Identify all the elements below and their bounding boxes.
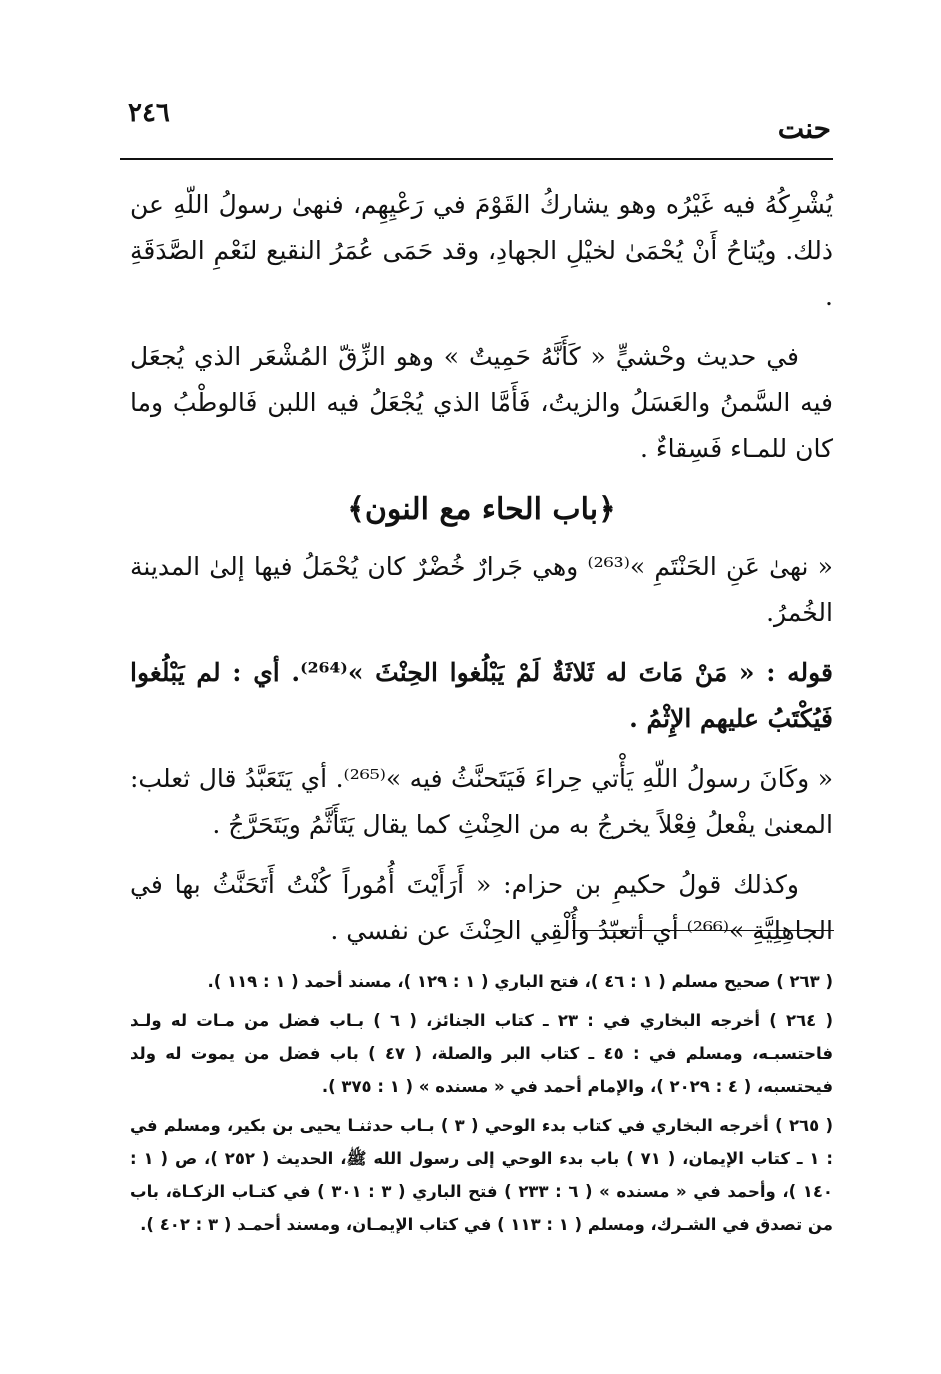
footnote: ( ٢٦٤ ) أخرجه البخاري في : ٢٣ ـ كتاب الجنائز، ( ٦ ) بـاب فضل من مـات له ولـد فاحتسبـه، ومسلم في : ٤٥ ـ كتاب البر والصلة، ( ٤٧ ) باب فضل من يموت له ولد فيحتسبه، ( ٤ : ٢٠٢٩ )، والإمام أحمد في « مسنده » ( ١ : ٣٧٥ ). <box>130 1011 834 1096</box>
footnote: ( ٢٦٣ ) صحيح مسلم ( ١ : ٤٦ )، فتح الباري ( ١ : ١٢٩ )، مسند أحمد ( ١ : ١١٩ ). <box>207 972 833 991</box>
paragraph: « نهىٰ عَنِ الحَنْتَمِ »⁽²⁶³⁾ وهي جَرارٌ خُضْرٌ كان يُحْمَلُ فيها إلىٰ المدينة الخُمرُ. <box>130 552 833 627</box>
paragraph: « وكَانَ رسولُ اللّهِ يَأْتي حِراءَ فَيَتَحنَّثُ فيه »⁽²⁶⁵⁾. أي يَتَعَبَّدُ قال ثعلب: المعنىٰ يفْعلُ فِعْلاً يخرجُ به من الحِنْثِ كما يقال يَتَأَثَّمُ ويَتَحَرَّجُ . <box>130 764 833 839</box>
footnote-rule <box>572 930 834 931</box>
running-head: حنت <box>777 112 831 145</box>
paragraph: يُشْرِكُهُ فيه غَيْرُه وهو يشاركُ القَوْمَ في رَعْيِهِم، فنهىٰ رسولُ اللّهِ عن ذلك. ويُتاحُ أَنْ يُحْمَىٰ لخيْلِ الجهادِ، وقد حَمَى عُمَرُ النقيع لنَعْمِ الصَّدَقَةِ . <box>130 190 833 311</box>
header-rule <box>120 158 833 160</box>
section-title: ﴿باب الحاء مع النون﴾ <box>347 492 616 527</box>
paragraph: قوله : « مَنْ مَاتَ له ثَلاثَةٌ لَمْ يَبْلُغوا الحِنْثَ »⁽²⁶⁴⁾. أي : لم يَبْلُغوا فَيُكْتَبُ عليهم الإِثْمُ . <box>130 658 833 733</box>
footnotes <box>130 965 833 1247</box>
main-text <box>130 182 833 968</box>
paragraph: في حديث وحْشيٍّ « كَأَنَّهُ حَمِيتٌ » وهو الزِّقّ المُشْعَر الذي يُجعَل فيه السَّمنُ والعَسَلُ والزيتُ، فَأَمَّا الذي يُجْعَلُ فيه اللبن فَالوطْبُ وما كان للمـاء فَسِقاءٌ . <box>130 342 833 463</box>
footnote: ( ٢٦٥ ) أخرجه البخاري في كتاب بدء الوحي ( ٣ ) بـاب حدثنـا يحيى بن بكير، ومسلم في : ١ ـ كتاب الإيمان، ( ٧١ ) باب بدء الوحي إلى رسول الله ﷺ، الحديث ( ٢٥٢ )، ص ( ١ : ١٤٠ )، وأحمد في « مسنده » ( ٦ : ٢٣٣ ) فتح الباري ( ٣ : ٣٠١ ) في كتـاب الزكـاة، باب من تصدق في الشـرك، ومسلم ( ١ : ١١٣ ) في كتاب الإيمـان، ومسند أحمـد ( ٣ : ٤٠٢ ). <box>130 1116 834 1234</box>
page-number: ٢٤٦ <box>128 98 170 128</box>
paragraph: وكذلك قولُ حكيمِ بن حزام: « أَرَأَيْتَ أُمُوراً كُنْتُ أَتَحَنَّثُ بها في الجاهِلِيَّةِ »⁽²⁶⁶⁾ أي أتعبّدُ وأُلْقِي الحِنْثَ عن نفسي . <box>130 870 833 945</box>
